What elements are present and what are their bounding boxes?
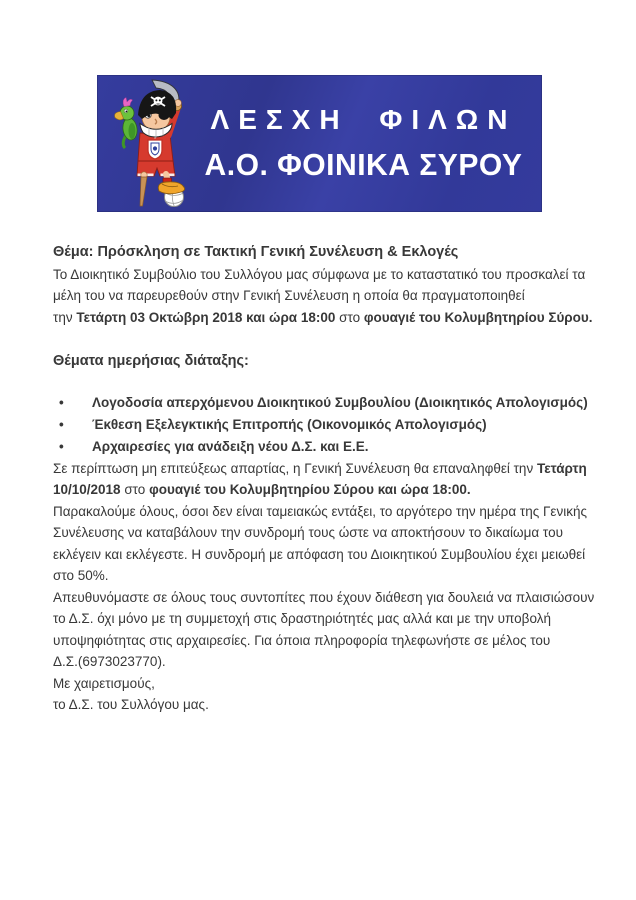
agenda-list (53, 392, 613, 458)
closing-salutation: Με χαιρετισμούς, (53, 675, 155, 691)
agenda-item: • Έκθεση Εξελεγκτικής Επιτροπής (Οικονομικός Απολογισμός) (53, 414, 613, 436)
banner-title (187, 103, 540, 182)
agenda-item: • Αρχαιρεσίες για ανάδειξη νέου Δ.Σ. και Ε.Ε. (53, 436, 613, 458)
banner-title-line1: ΛΕΣΧΗ ΦΙΛΩΝ (210, 104, 517, 135)
intro-paragraph: Το Διοικητικό Συμβούλιο του Συλλόγου μας σύμφωνα με το καταστατικό του προσκαλεί τα μέλη του να παρευρεθούν στην Γενική Συνέλευση η οποία θα πραγματοποιηθεί την Τετάρτη 03 Οκτώβρη 2018 και ώρα 18:00 στο φουαγιέ του Κολυμβητηρίου Σύρου. (53, 266, 593, 325)
agenda-heading: Θέματα ημερήσιας διάταξης: (53, 353, 249, 369)
banner-title-line2: Α.Ο. ΦΟΙΝΙΚΑ ΣΥΡΟΥ (204, 147, 523, 182)
closing-signature: το Δ.Σ. του Συλλόγου μας. (53, 697, 209, 712)
letter-body (53, 242, 613, 716)
agenda-item: • Λογοδοσία απερχόμενου Διοικητικού Συμβουλίου (Διοικητικός Απολογισμός) (53, 392, 613, 414)
quorum-paragraph: Σε περίπτωση μη επιτεύξεως απαρτίας, η Γενική Συνέλευση θα επαναληφθεί την Τετάρτη 10/10/2018 στο φουαγιέ του Κολυμβητηρίου Σύρου και ώρα 18:00. (53, 460, 587, 497)
dues-paragraph: Παρακαλούμε όλους, όσοι δεν είναι ταμειακώς εντάξει, το αργότερο την ημέρα της Γενικής Συνέλευσης να καταβάλουν την συνδρομή τους ώστε να αποκτήσουν το δικαίωμα του εκλέγειν και εκλέγεστε. Η συνδρομή με απόφαση του Διοικητικού Συμβουλίου έχει μειωθεί στο 50%. (53, 503, 587, 583)
subject-line: Θέμα: Πρόσκληση σε Τακτική Γενική Συνέλευση & Εκλογές (53, 244, 459, 260)
club-banner (97, 75, 542, 212)
participation-paragraph: Απευθυνόμαστε σε όλους τους συντοπίτες που έχουν διάθεση για δουλειά να πλαισιώσουν το Δ.Σ. όχι μόνο με τη συμμετοχή στις δραστηριότητές μας αλλά και με την υποβολή υποψηφιότητας στις αρχαιρεσίες. Για όποια πληροφορία τηλεφωνήστε σε μέλος του Δ.Σ.(6973023770). (53, 589, 595, 669)
